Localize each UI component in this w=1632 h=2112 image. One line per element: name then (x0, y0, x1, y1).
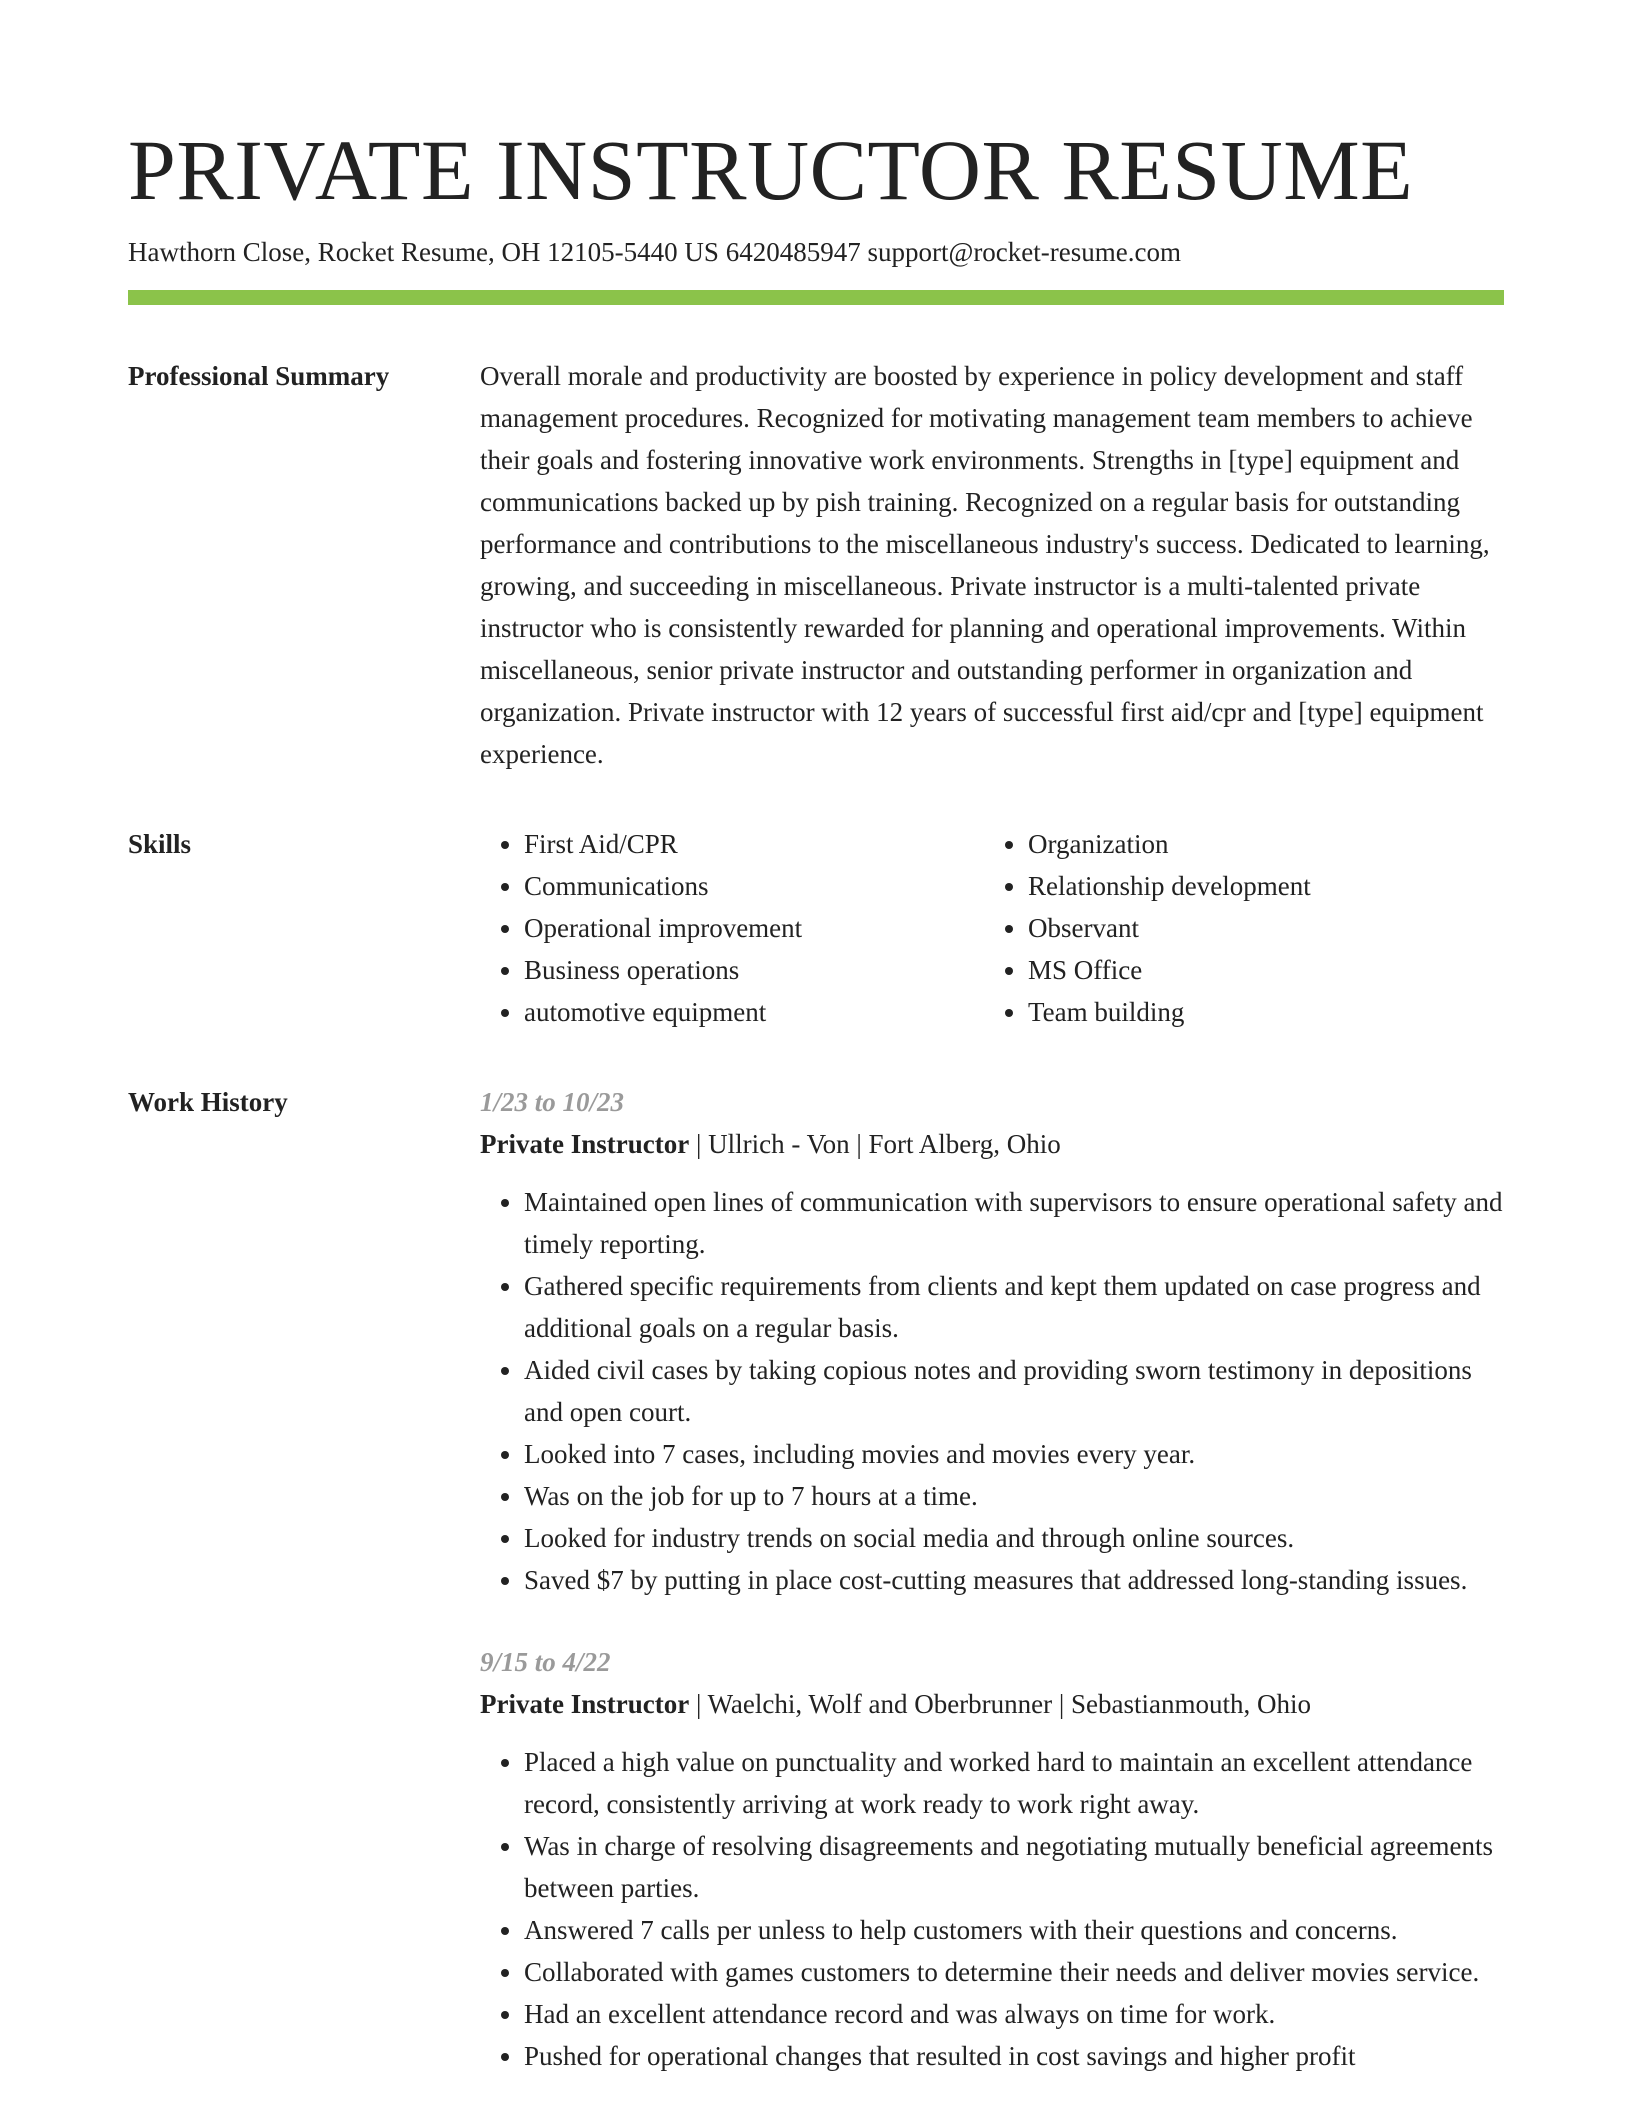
job-details: | Waelchi, Wolf and Oberbrunner | Sebastianmouth, Ohio (689, 1689, 1312, 1719)
job-bullet: • Was in charge of resolving disagreements and negotiating mutually beneficial agreements between parties. (524, 1825, 1504, 1909)
job-bullet: • Looked for industry trends on social media and through online sources. (524, 1517, 1504, 1559)
header-divider (128, 290, 1504, 305)
job-bullet: • Had an excellent attendance record and was always on time for work. (524, 1993, 1504, 2035)
skill-item: • First Aid/CPR (524, 823, 984, 865)
job-dates: 9/15 to 4/22 (480, 1647, 611, 1677)
skills-list-left (480, 823, 984, 1033)
job-details: | Ullrich - Von | Fort Alberg, Ohio (689, 1129, 1061, 1159)
resume-title: PRIVATE INSTRUCTOR RESUME (128, 122, 1414, 218)
job-entry (480, 1641, 1504, 2077)
summary-section (128, 355, 1504, 775)
contact-phone: 6420485947 (725, 237, 861, 267)
job-bullet: • Was on the job for up to 7 hours at a time. (524, 1475, 1504, 1517)
job-bullet: • Pushed for operational changes that resulted in cost savings and higher profit (524, 2035, 1504, 2077)
skill-item: • Business operations (524, 949, 984, 991)
job-bullets (480, 1741, 1504, 2077)
job-bullet: • Maintained open lines of communication with supervisors to ensure operational safety and timely reporting. (524, 1181, 1504, 1265)
skills-body (480, 823, 1504, 1033)
skill-item: • Relationship development (1028, 865, 1488, 907)
skill-item: • Operational improvement (524, 907, 984, 949)
contact-email: support@rocket-resume.com (867, 237, 1181, 267)
job-bullet: • Collaborated with games customers to determine their needs and deliver movies service. (524, 1951, 1504, 1993)
skill-item: • Observant (1028, 907, 1488, 949)
job-role: Private Instructor (480, 1129, 690, 1159)
job-entry (480, 1081, 1504, 1601)
summary-heading: Professional Summary (128, 361, 390, 391)
skills-heading: Skills (128, 829, 192, 859)
work-history-section (128, 1081, 1504, 2077)
job-bullet: • Placed a high value on punctuality and worked hard to maintain an excellent attendance record, consistently arriving at work ready to work right away. (524, 1741, 1504, 1825)
job-title-line (480, 1683, 1504, 1725)
summary-body (480, 355, 1504, 775)
skills-section (128, 823, 1504, 1033)
contact-address: Hawthorn Close, Rocket Resume, OH 12105-5440 US (128, 237, 719, 267)
job-title-line (480, 1123, 1504, 1165)
work-history-heading: Work History (128, 1087, 288, 1117)
skill-item: • automotive equipment (524, 991, 984, 1033)
work-history-body (480, 1081, 1504, 2077)
job-bullet: • Gathered specific requirements from clients and kept them updated on case progress and additional goals on a regular basis. (524, 1265, 1504, 1349)
job-bullets (480, 1181, 1504, 1601)
job-role: Private Instructor (480, 1689, 690, 1719)
job-bullet: • Answered 7 calls per unless to help customers with their questions and concerns. (524, 1909, 1504, 1951)
job-bullet: • Looked into 7 cases, including movies and movies every year. (524, 1433, 1504, 1475)
job-bullet: • Saved $7 by putting in place cost-cutting measures that addressed long-standing issues. (524, 1559, 1504, 1601)
skill-item: • Team building (1028, 991, 1488, 1033)
skill-item: • Organization (1028, 823, 1488, 865)
summary-text: Overall morale and productivity are boosted by experience in policy development and staff management procedures. Recognized for motivating management team members to achieve their goals and fostering innovative work environments. Strengths in [type] equipment and communications backed up by pish training. Recognized on a regular basis for outstanding performance and contributions to the miscellaneous industry's success. Dedicated to learning, growing, and succeeding in miscellaneous. Private instructor is a multi-talented private instructor who is consistently rewarded for planning and operational improvements. Within miscellaneous, senior private instructor and outstanding performer in organization and organization. Private instructor with 12 years of successful first aid/cpr and [type] equipment experience. (480, 361, 1490, 769)
job-dates: 1/23 to 10/23 (480, 1087, 625, 1117)
resume-page (128, 120, 1504, 2077)
skill-item: • Communications (524, 865, 984, 907)
job-bullet: • Aided civil cases by taking copious notes and providing sworn testimony in depositions and open court. (524, 1349, 1504, 1433)
skills-list-right (984, 823, 1488, 1033)
contact-line (128, 232, 1504, 272)
skill-item: • MS Office (1028, 949, 1488, 991)
